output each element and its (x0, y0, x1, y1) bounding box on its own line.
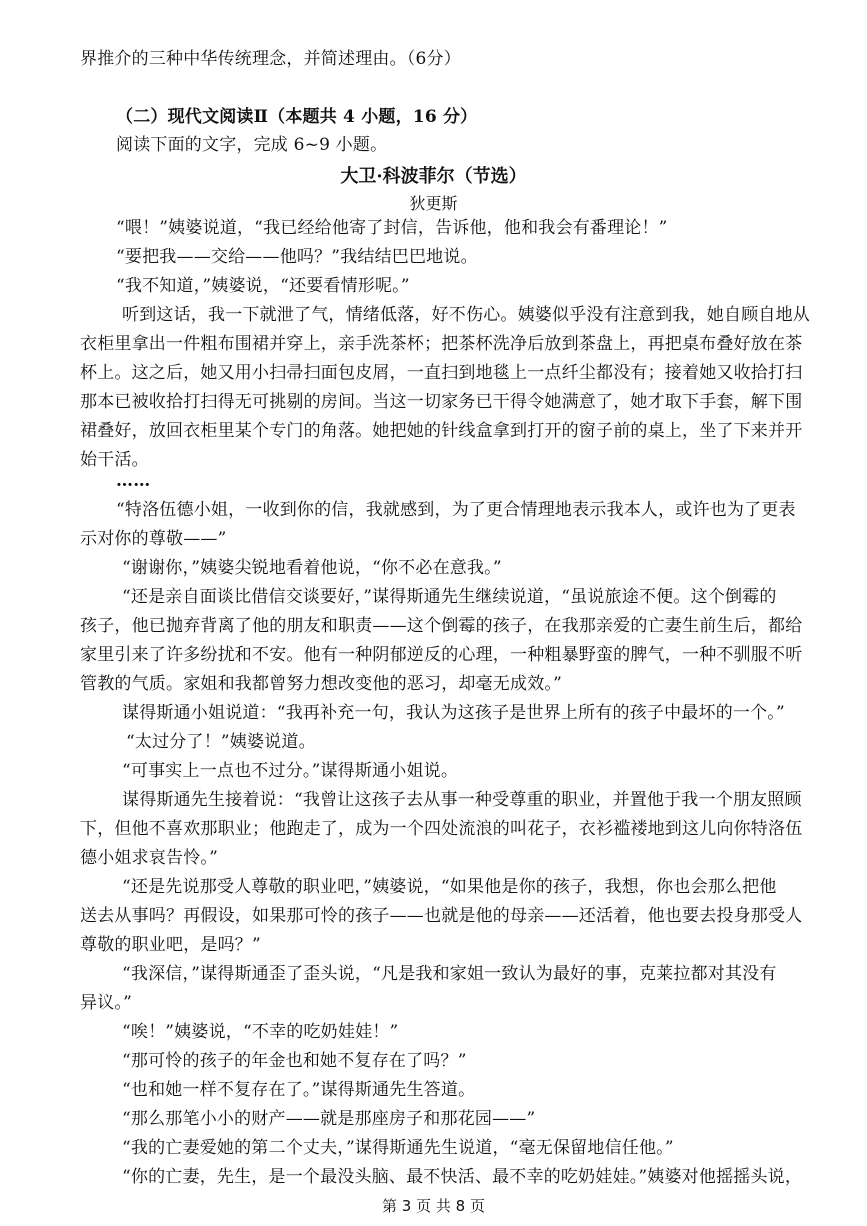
passage-line: “还是亲自面谈比借信交谈要好，”谋得斯通先生继续说道，“虽说旅途不便。这个倒霉的 (122, 587, 777, 607)
passage-line: 送去从事吗？再假设，如果那可怜的孩子——也就是他的母亲——还活着，他也要去投身那受人 (80, 906, 803, 926)
passage-line: 听到这话，我一下就泄了气，情绪低落，好不伤心。姨婆似乎没有注意到我，她自顾自地从 (122, 305, 810, 325)
reading-instruction: 阅读下面的文字，完成 6~9 小题。 (116, 135, 388, 155)
passage-line: 衣柜里拿出一件粗布围裙并穿上，亲手洗茶杯；把茶杯洗净后放到茶盘上，再把桌布叠好放在茶 (80, 334, 803, 354)
passage-line: “那么那笔小小的财产——就是那座房子和那花园——” (122, 1109, 536, 1129)
passage-line: “你的亡妻，先生，是一个最没头脑、最不快活、最不幸的吃奶娃娃。”姨婆对他摇摇头说， (122, 1167, 803, 1187)
passage-line: “太过分了！”姨婆说道。 (126, 732, 316, 752)
passage-line: “还是先说那受人尊敬的职业吧，”姨婆说，“如果他是你的孩子，我想，你也会那么把他 (122, 877, 777, 897)
passage-title: 大卫·科波菲尔（节选） (340, 166, 527, 187)
passage-line: 杯上。这之后，她又用小扫帚扫面包皮屑，一直扫到地毯上一点纤尘都没有；接着她又收拾打扫 (80, 363, 803, 383)
question-text-continued: 界推介的三种中华传统理念，并简述理由。（6分） (80, 49, 461, 69)
passage-line: “我不知道，”姨婆说，“还要看情形呢。” (116, 276, 410, 296)
passage-line: 德小姐求哀告怜。” (80, 848, 218, 868)
passage-line: 家里引来了许多纷扰和不安。他有一种阴郁逆反的心理，一种粗暴野蛮的脾气，一种不驯服不听 (80, 645, 803, 665)
passage-line: 下，但他不喜欢那职业；他跑走了，成为一个四处流浪的叫花子，衣衫褴褛地到这儿向你特洛伍 (80, 819, 803, 839)
passage-line: “谢谢你，”姨婆尖锐地看着他说，“你不必在意我。” (122, 558, 502, 578)
passage-line: 始干活。 (80, 450, 149, 470)
passage-line: “我深信，”谋得斯通歪了歪头说，“凡是我和家姐一致认为最好的事，克莱拉都对其没有 (122, 964, 777, 984)
ellipsis: …… (116, 471, 151, 491)
passage-line: 谋得斯通小姐说道：“我再补充一句，我认为这孩子是世界上所有的孩子中最坏的一个。” (122, 703, 785, 723)
passage-line: 那本已被收拾打扫得无可挑剔的房间。当这一切家务已干得令她满意了，她才取下手套，解下围 (80, 392, 803, 412)
passage-line: 异议。” (80, 993, 132, 1013)
passage-line: 裙叠好，放回衣柜里某个专门的角落。她把她的针线盒拿到打开的窗子前的桌上，坐了下来并开 (80, 421, 803, 441)
passage-line: “要把我——交给——他吗？”我结结巴巴地说。 (116, 247, 478, 267)
page-number: 第 3 页 共 8 页 (382, 1197, 485, 1215)
passage-line: “可事实上一点也不过分。”谋得斯通小姐说。 (122, 761, 459, 781)
passage-line: 尊敬的职业吧，是吗？” (80, 935, 261, 955)
passage-line: “那可怜的孩子的年金也和她不复存在了吗？” (122, 1051, 467, 1071)
section-header: （二）现代文阅读Ⅱ（本题共 4 小题，16 分） (116, 107, 478, 127)
passage-line: 谋得斯通先生接着说：“我曾让这孩子去从事一种受尊重的职业，并置他于我一个朋友照顾 (122, 790, 802, 810)
passage-line: “我的亡妻爱她的第二个丈夫，”谋得斯通先生说道，“毫无保留地信任他。” (122, 1138, 674, 1158)
passage-line: 示对你的尊敬——” (80, 529, 227, 549)
passage-line: “也和她一样不复存在了。”谋得斯通先生答道。 (122, 1080, 476, 1100)
passage-line: “喂！”姨婆说道，“我已经给他寄了封信，告诉他，他和我会有番理论！” (116, 218, 668, 238)
passage-line: “特洛伍德小姐，一收到你的信，我就感到，为了更合情理地表示我本人，或许也为了更表 (116, 500, 796, 520)
passage-line: “唉！”姨婆说，“不幸的吃奶娃娃！” (122, 1022, 399, 1042)
passage-line: 管教的气质。家姐和我都曾努力想改变他的恶习，却毫无成效。” (80, 674, 562, 694)
passage-line: 孩子，他已抛弃背离了他的朋友和职责——这个倒霉的孩子，在我那亲爱的亡妻生前生后，都给 (80, 616, 803, 636)
passage-author: 狄更斯 (409, 194, 458, 213)
